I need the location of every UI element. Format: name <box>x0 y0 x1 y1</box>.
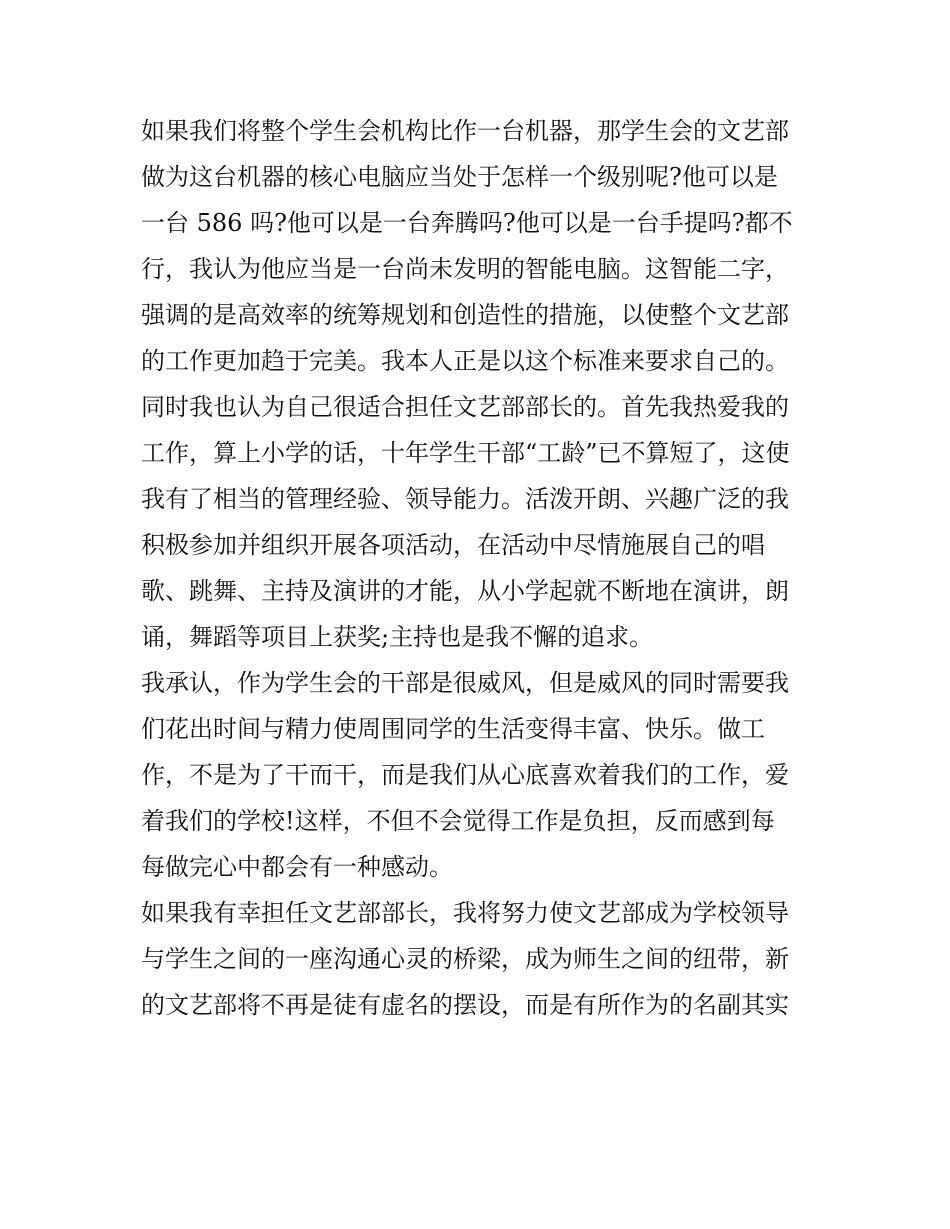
text-line: 着我们的学校!这样，不但不会觉得工作是负担，反而感到每 <box>141 807 775 835</box>
text-line: 作，不是为了干而干，而是我们从心底喜欢着我们的工作，爱 <box>141 761 789 789</box>
body-text <box>141 108 813 1028</box>
text-line: 行，我认为他应当是一台尚未发明的智能电脑。这智能二字， <box>141 255 789 283</box>
text-line: 每做完心中都会有一种感动。 <box>141 853 453 881</box>
text-line: 诵，舞蹈等项目上获奖;主持也是我不懈的追求。 <box>141 623 654 651</box>
text-line: 工作，算上小学的话，十年学生干部“工龄”已不算短了，这使 <box>141 439 790 467</box>
text-line: 如果我有幸担任文艺部部长，我将努力使文艺部成为学校领导 <box>141 899 789 927</box>
text-line: 一台 586 吗?他可以是一台奔腾吗?他可以是一台手提吗?都不 <box>141 209 793 237</box>
text-line: 同时我也认为自己很适合担任文艺部部长的。首先我热爱我的 <box>141 393 789 421</box>
text-line: 的工作更加趋于完美。我本人正是以这个标准来要求自己的。 <box>141 347 789 375</box>
text-line: 们花出时间与精力使周围同学的生活变得丰富、快乐。做工 <box>141 715 765 743</box>
text-line: 歌、跳舞、主持及演讲的才能，从小学起就不断地在演讲，朗 <box>141 577 789 605</box>
text-line: 我有了相当的管理经验、领导能力。活泼开朗、兴趣广泛的我 <box>141 485 789 513</box>
text-line: 做为这台机器的核心电脑应当处于怎样一个级别呢?他可以是 <box>141 163 778 191</box>
text-line: 的文艺部将不再是徒有虚名的摆设，而是有所作为的名副其实 <box>141 991 789 1019</box>
text-line: 我承认，作为学生会的干部是很威风，但是威风的同时需要我 <box>141 669 789 697</box>
text-line: 积极参加并组织开展各项活动，在活动中尽情施展自己的唱 <box>141 531 765 559</box>
text-line: 与学生之间的一座沟通心灵的桥梁，成为师生之间的纽带，新 <box>141 945 789 973</box>
text-line: 强调的是高效率的统筹规划和创造性的措施，以使整个文艺部 <box>141 301 789 329</box>
text-line: 如果我们将整个学生会机构比作一台机器，那学生会的文艺部 <box>141 117 789 145</box>
